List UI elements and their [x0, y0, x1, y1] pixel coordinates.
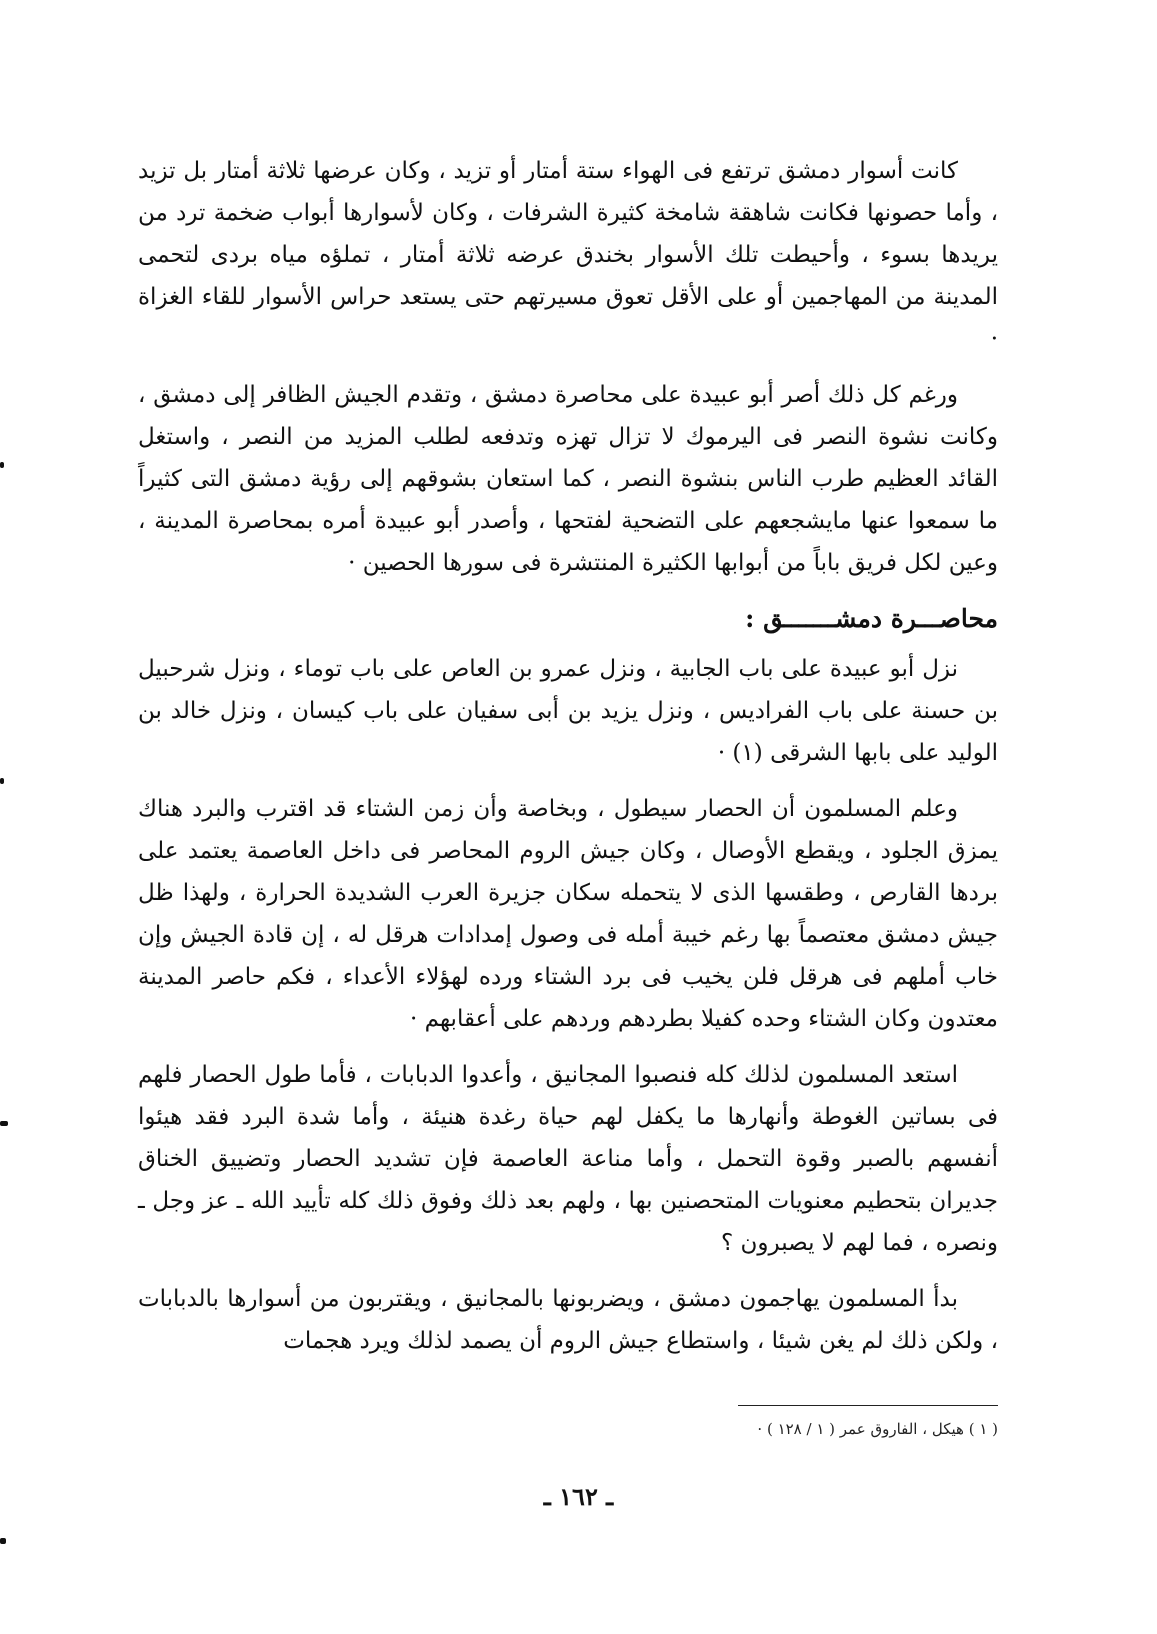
footnote: ( ١ ) هيكل ، الفاروق عمر ( ١ / ١٢٨ ) · — [757, 1420, 998, 1438]
paragraph-preparation: استعد المسلمون لذلك كله فنصبوا المجانيق ، وأعدوا الدبابات ، فأما طول الحصار فلهم فى بساتين الغوطة وأنهارها ما يكفل لهم حياة رغدة هنيئة ، وأما شدة البرد فقد هيئوا أنفسهم بالصبر وقوة التحمل ، وأما مناعة العاصمة فإن تشديد الحصار وتضييق الخناق جديران بتحطيم معنويات المتحصنين بها ، ولهم بعد ذلك وفوق ذلك كله تأييد الله ـ عز وجل ـ ونصره ، فما لهم لا يصبرون ؟ — [138, 1062, 998, 1256]
paragraph-attack: بدأ المسلمون يهاجمون دمشق ، ويضربونها بالمجانيق ، ويقتربون من أسوارها بالدبابات ، ولكن ذلك لم يغن شيئا ، واستطاع جيش الروم أن يصمد لذلك ويرد هجمات — [138, 1286, 998, 1354]
footnote-divider — [738, 1405, 998, 1406]
page-number: ـ ١٦٢ ـ — [543, 1482, 614, 1511]
section-heading: محاصـــرة دمشـــــــق : — [745, 604, 998, 633]
paragraph-siege-decision: ورغم كل ذلك أصر أبو عبيدة على محاصرة دمشق ، وتقدم الجيش الظافر إلى دمشق ، وكانت نشوة النصر فى اليرموك لا تزال تهزه وتدفعه لطلب المزيد من النصر ، واستغل القائد العظيم طرب الناس بنشوة النصر ، كما استعان بشوقهم إلى رؤية دمشق التى كثيراً ما سمعوا عنها مايشجعهم على التضحية لفتحها ، وأصدر أبو عبيدة أمره بمحاصرة المدينة ، وعين لكل فريق باباً من أبوابها الكثيرة المنتشرة فى سورها الحصين · — [138, 382, 998, 576]
paragraph-walls: كانت أسوار دمشق ترتفع فى الهواء ستة أمتار أو تزيد ، وكان عرضها ثلاثة أمتار بل تزيد ، وأما حصونها فكانت شاهقة شامخة كثيرة الشرفات ، وكان لأسوارها أبواب ضخمة ترد من يريدها بسوء ، وأحيطت تلك الأسوار بخندق عرضه ثلاثة أمتار ، تملؤه مياه بردى لتحمى المدينة من المهاجمين أو على الأقل تعوق مسيرتهم حتى يستعد حراس الأسوار للقاء الغزاة · — [138, 158, 998, 352]
scan-mark — [0, 1121, 8, 1126]
scan-mark — [0, 1538, 6, 1544]
scan-mark — [0, 778, 4, 784]
scan-mark — [0, 462, 4, 468]
paragraph-gates: نزل أبو عبيدة على باب الجابية ، ونزل عمرو بن العاص على باب توماء ، ونزل شرحبيل بن حسنة على باب الفراديس ، ونزل يزيد بن أبى سفيان على باب كيسان ، ونزل خالد بن الوليد على بابها الشرقى (١) · — [138, 656, 998, 766]
body-text — [138, 150, 998, 1376]
paragraph-winter: وعلم المسلمون أن الحصار سيطول ، وبخاصة وأن زمن الشتاء قد اقترب والبرد هناك يمزق الجلود ، ويقطع الأوصال ، وكان جيش الروم المحاصر فى داخل العاصمة يعتمد على بردها القارص ، وطقسها الذى لا يتحمله سكان جزيرة العرب الشديدة الحرارة ، ولهذا ظل جيش دمشق معتصماً بها رغم خيبة أمله فى وصول إمدادات هرقل له ، إن قادة الجيش وإن خاب أملهم فى هرقل فلن يخيب فى برد الشتاء ورده لهؤلاء الأعداء ، فكم حاصر المدينة معتدون وكان الشتاء وحده كفيلا بطردهم وردهم على أعقابهم · — [138, 796, 998, 1032]
